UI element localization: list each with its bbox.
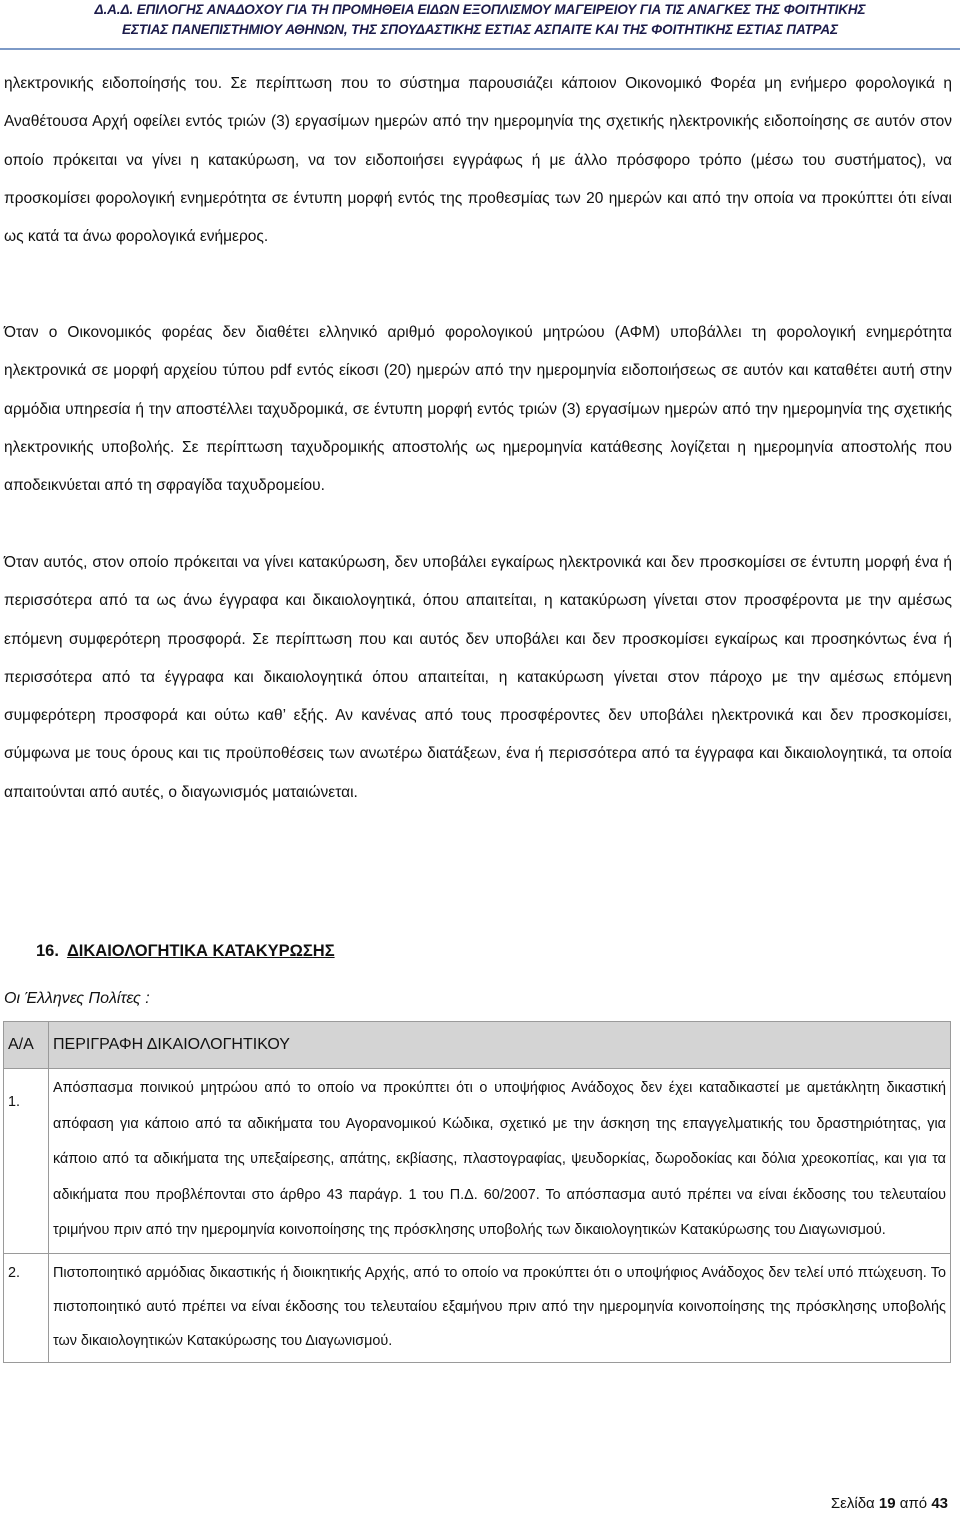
section-number: 16. — [36, 942, 59, 960]
table-row — [4, 1253, 951, 1362]
footer-page-label: Σελίδα — [830, 1495, 875, 1512]
row-description: Πιστοποιητικό αρμόδιας δικαστικής ή διοικητικής Αρχής, από το οποίο να προκύπτει ότι ο υποψήφιος Ανάδοχος δεν τελεί υπό πτώχευση. Το πιστοποιητικό αυτό πρέπει να είναι έκδοσης του τελευταίου εξαμήνου πριν από την ημερομηνία κοινοποίησης της πρόσκλησης υποβολής των δικαιολογητικών Κατακύρωσης του Διαγωνισμού. — [49, 1253, 951, 1362]
row-number: 2. — [4, 1253, 49, 1362]
footer-of-label: από — [899, 1495, 928, 1512]
header-divider — [0, 48, 960, 50]
paragraph-tax-notification: ηλεκτρονικής ειδοποίησής του. Σε περίπτωση που το σύστημα παρουσιάζει κάποιον Οικονομικό Φορέα μη ενήμερο φορολογικά η Αναθέτουσα Αρχή οφείλει εντός τριών (3) εργασίμων ημερών από την ημερομηνία της σχετικής ηλεκτρονικής ειδοποίησης σε αυτόν στον οποίο πρόκειται να γίνει η κατακύρωση, να τον ειδοποιήσει εγγράφως ή με άλλο πρόσφορο τρόπο (μέσω του συστήματος), να προσκομίσει φορολογική ενημερότητα σε έντυπη μορφή εντός της προθεσμίας των 20 ημερών και από την οποία να προκύπτει ότι είναι ως κατά τα άνω φορολογικά ενήμερος. — [4, 75, 952, 246]
table-row — [4, 1069, 951, 1254]
row-description: Απόσπασμα ποινικού μητρώου από το οποίο να προκύπτει ότι ο υποψήφιος Ανάδοχος δεν έχει καταδικαστεί με αμετάκλητη δικαστική απόφαση για κάποιο από τα αδικήματα του Αγορανομικού Κώδικα, σχετικό με την άσκηση της επαγγελματικής του δραστηριότητας, για κάποιο από τα αδικήματα της υπεξαίρεσης, απάτης, εκβίασης, πλαστογραφίας, ψευδορκίας, δωροδοκίας και δόλια χρεοκοπίας, και για τα αδικήματα που προβλέπονται στο άρθρο 43 παράγρ. 1 του Π.Δ. 60/2007. Το απόσπασμα αυτό πρέπει να είναι έκδοσης του τελευταίου τριμήνου πριν από την ημερομηνία κοινοποίησης της πρόσκλησης υποβολής των δικαιολογητικών Κατακύρωσης του Διαγωνισμού. — [49, 1069, 951, 1254]
paragraph-award-failure: Όταν αυτός, στον οποίο πρόκειται να γίνει κατακύρωση, δεν υποβάλει εγκαίρως ηλεκτρονικά και δεν προσκομίσει σε έντυπη μορφή ένα ή περισσότερα από τα ως άνω έγγραφα και δικαιολογητικά, όπου απαιτείται, η κατακύρωση γίνεται στον προσφέροντα με την αμέσως επόμενη συμφερότερη προσφορά. Σε περίπτωση που και αυτός δεν υποβάλει και δεν προσκομίσει εγκαίρως και προσηκόντως ένα ή περισσότερα από τα έγγραφα και δικαιολογητικά όπου απαιτείται, η κατακύρωση γίνεται στον πάροχο με την αμέσως επόμενη συμφερότερη προσφορά και ούτω καθ’ εξής. Αν κανένας από τους προσφέροντες δεν υποβάλει ηλεκτρονικά και δεν προσκομίσει, σύμφωνα με τους όρους και τις προϋποθέσεις των ανωτέρω διατάξεων, ένα ή περισσότερα από τα έγγραφα και δικαιολογητικά, τα οποία απαιτούνται από αυτές, ο διαγωνισμός ματαιώνεται. — [4, 554, 952, 801]
header-line-1: Δ.Α.Δ. ΕΠΙΛΟΓΗΣ ΑΝΑΔΟΧΟΥ ΓΙΑ ΤΗ ΠΡΟΜΗΘΕΙΑ ΕΙΔΩΝ ΕΞΟΠΛΙΣΜΟΥ ΜΑΓΕΙΡΕΙΟΥ ΓΙΑ ΤΙΣ ΑΝΑΓΚΕΣ ΤΗΣ ΦΟΙΤΗΤΙΚΗΣ — [94, 2, 866, 17]
column-header-description: ΠΕΡΙΓΡΑΦΗ ΔΙΚΑΙΟΛΟΓΗΤΙΚΟΥ — [49, 1022, 951, 1069]
footer-total-pages: 43 — [931, 1495, 948, 1512]
header-line-2: ΕΣΤΙΑΣ ΠΑΝΕΠΙΣΤΗΜΙΟΥ ΑΘΗΝΩΝ, ΤΗΣ ΣΠΟΥΔΑΣΤΙΚΗΣ ΕΣΤΙΑΣ ΑΣΠΑΙΤΕ ΚΑΙ ΤΗΣ ΦΟΙΤΗΤΙΚΗΣ ΕΣΤΙΑΣ ΠΑΤΡΑΣ — [122, 22, 838, 37]
table-header-row — [4, 1022, 951, 1069]
row-number: 1. — [4, 1069, 49, 1254]
document-header — [0, 0, 960, 40]
paragraph-no-afm: Όταν ο Οικονομικός φορέας δεν διαθέτει ελληνικό αριθμό φορολογικού μητρώου (ΑΦΜ) υποβάλλει τη φορολογική ενημερότητα ηλεκτρονικά σε μορφή αρχείου τύπου pdf εντός είκοσι (20) ημερών από την ημερομηνία ειδοποιήσεως σε αυτόν και καταθέτει αυτή στην αρμόδια υπηρεσία ή την αποστέλλει ταχυδρομικά, σε έντυπη μορφή εντός τριών (3) εργασίμων ημερών από την ημερομηνία της σχετικής ηλεκτρονικής υποβολής. Σε περίπτωση ταχυδρομικής αποστολής ως ημερομηνία κατάθεσης λογίζεται η ημερομηνία αποστολής που αποδεικνύεται από τη σφραγίδα ταχυδρομείου. — [4, 324, 952, 495]
column-header-number: Α/Α — [4, 1022, 49, 1069]
section-subtitle: Οι Έλληνες Πολίτες : — [4, 990, 150, 1007]
section-title: ΔΙΚΑΙΟΛΟΓΗΤΙΚΑ ΚΑΤΑΚΥΡΩΣΗΣ — [66, 942, 335, 960]
page-footer — [831, 1494, 948, 1514]
footer-page-number: 19 — [878, 1495, 896, 1512]
section-heading — [36, 936, 335, 966]
documents-table — [3, 1021, 951, 1363]
